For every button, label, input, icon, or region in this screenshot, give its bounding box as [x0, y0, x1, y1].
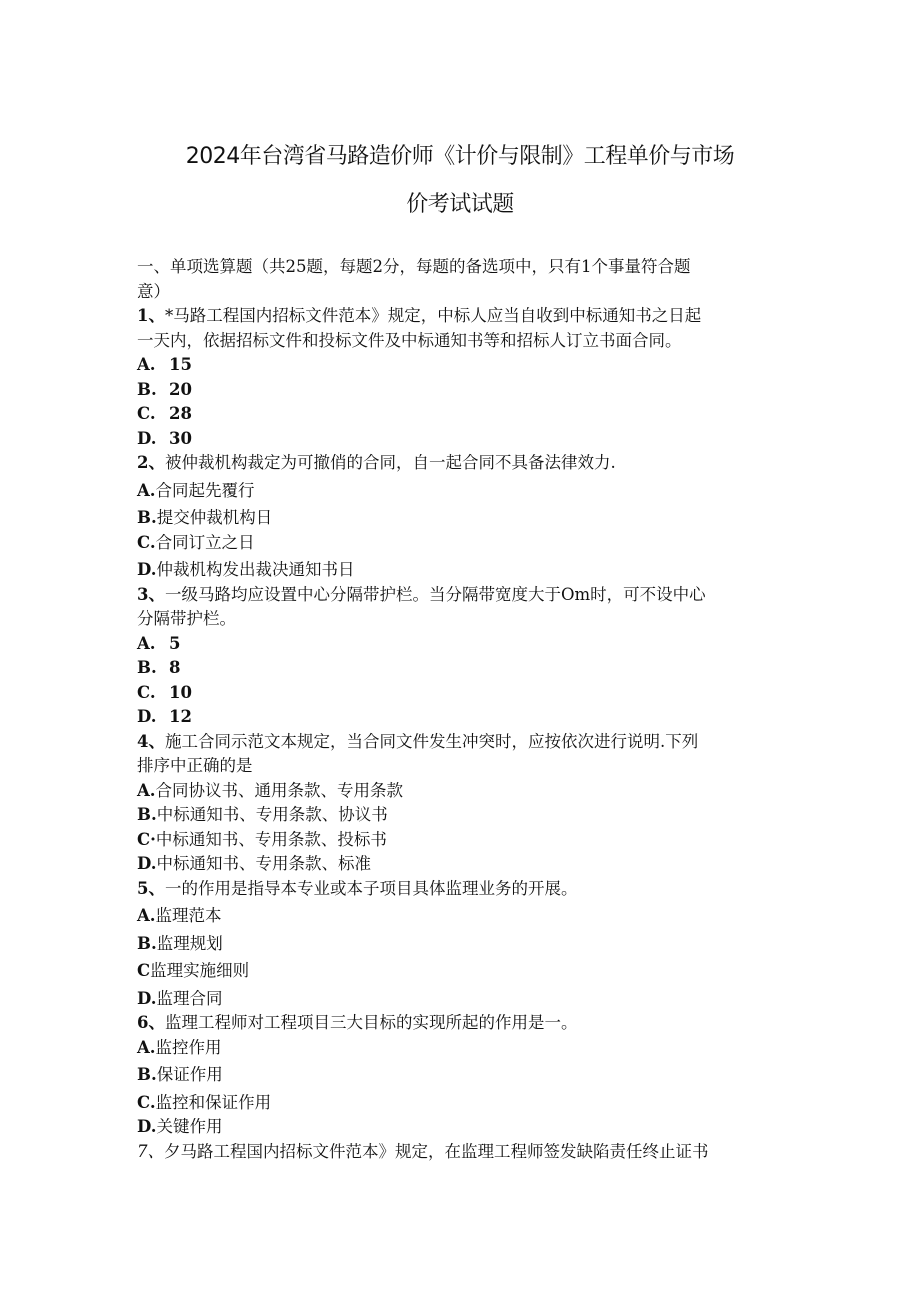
- option-label: A.: [137, 480, 156, 500]
- option-label: D.: [137, 707, 157, 726]
- option-text: 10: [169, 682, 192, 702]
- option-text: 12: [169, 707, 192, 726]
- question-text: 分隔带护栏。: [137, 609, 236, 628]
- option-d: [137, 705, 777, 730]
- option-text: 监理合同: [156, 988, 223, 1008]
- option-d: [137, 1115, 777, 1140]
- question-6: [137, 1011, 777, 1140]
- option-label: D.: [137, 428, 157, 448]
- question-number: 6、: [137, 1013, 165, 1032]
- option-text: 5: [169, 633, 181, 653]
- question-1: [137, 304, 777, 451]
- question-number: 5、: [137, 878, 165, 898]
- option-text: 合同订立之日: [155, 532, 255, 552]
- question-text: *马路工程国内招标文件范本》规定，中标人应当自收到中标通知书之日起: [164, 306, 702, 325]
- option-label: D.: [137, 854, 157, 873]
- option-label: A.: [137, 1037, 156, 1057]
- option-label: D.: [137, 560, 157, 579]
- question-number: 7、: [137, 1141, 164, 1161]
- option-b: [137, 1063, 777, 1088]
- option-a: [137, 1036, 777, 1061]
- option-text: 中标通知书、专用条款、协议书: [156, 805, 388, 824]
- question-5: [137, 877, 777, 1012]
- option-c: [137, 1091, 777, 1116]
- option-label: B.: [137, 379, 157, 399]
- option-text: 30: [169, 428, 192, 448]
- option-a: [137, 353, 777, 378]
- option-text: 监理范本: [155, 906, 222, 925]
- option-label: A.: [137, 780, 156, 800]
- option-b: [137, 803, 777, 828]
- option-text: 中标通知书、专用条款、投标书: [155, 829, 387, 849]
- option-label: B.: [137, 1065, 157, 1084]
- option-c: [137, 828, 777, 853]
- question-2: [137, 451, 777, 583]
- option-label: C: [137, 961, 151, 980]
- option-text: 中标通知书、专用条款、标准: [156, 854, 371, 873]
- section-heading-line-2: 意）: [137, 281, 170, 301]
- option-text: 提交仲裁机构日: [156, 508, 273, 527]
- option-label: A.: [137, 633, 156, 653]
- option-text: 15: [169, 355, 192, 374]
- question-text: 监理工程师对工程项目三大目标的实现所起的作用是一。: [164, 1013, 578, 1032]
- option-d: [137, 852, 777, 877]
- question-text: 夕马路工程国内招标文件范本》规定，在监理工程师签发缺陷责任终止证书: [164, 1141, 709, 1161]
- question-number: 3、: [137, 584, 165, 604]
- option-text: 监理实施细则: [150, 961, 250, 980]
- option-label: C.: [137, 532, 156, 552]
- question-text: 一级马路均应设置中心分隔带护栏。当分隔带宽度大于Om时，可不设中心: [164, 584, 706, 604]
- option-label: D.: [137, 988, 157, 1008]
- option-label: A.: [137, 906, 156, 925]
- option-text: 关键作用: [156, 1117, 223, 1136]
- question-text: 一天内，依据招标文件和投标文件及中标通知书等和招标人订立书面合同。: [137, 330, 682, 350]
- option-d: [137, 987, 777, 1012]
- question-number: 2、: [137, 453, 165, 472]
- option-d: [137, 427, 777, 452]
- option-a: [137, 779, 777, 804]
- question-text: 一的作用是指导本专业或本子项目具体监理业务的开展。: [164, 878, 578, 898]
- option-d: [137, 558, 777, 583]
- option-b: [137, 932, 777, 957]
- question-text: 排序中正确的是: [137, 756, 253, 775]
- option-b: [137, 506, 777, 531]
- option-text: 20: [169, 379, 192, 399]
- option-text: 合同协议书、通用条款、专用条款: [155, 780, 404, 800]
- option-label: C.: [137, 1092, 156, 1112]
- option-text: 仲裁机构发出裁决通知书日: [156, 560, 355, 579]
- question-number: 1、: [137, 306, 165, 325]
- option-label: B.: [137, 658, 157, 677]
- option-text: 监控和保证作用: [155, 1092, 272, 1112]
- question-text: 被仲裁机构裁定为可撤俏的合同，自一起合同不具备法律效力.: [164, 453, 616, 472]
- question-4: [137, 730, 777, 877]
- question-number: 4、: [137, 731, 165, 751]
- option-text: 监控作用: [155, 1037, 222, 1057]
- question-3: [137, 583, 777, 730]
- option-text: 合同起先覆行: [155, 480, 255, 500]
- document-title-line-1: 2024年台湾省马路造价师《计价与限制》工程单价与市场: [185, 144, 735, 169]
- option-c: [137, 402, 777, 427]
- option-b: [137, 378, 777, 403]
- option-text: 保证作用: [156, 1065, 223, 1084]
- option-label: C·: [137, 829, 156, 849]
- option-label: B.: [137, 805, 157, 824]
- question-text: 施工合同示范文本规定，当合同文件发生冲突时，应按依次进行说明.下列: [164, 731, 699, 751]
- option-c: [137, 681, 777, 706]
- option-label: C.: [137, 404, 156, 423]
- option-label: A.: [137, 355, 156, 374]
- option-a: [137, 479, 777, 504]
- option-a: [137, 632, 777, 657]
- section-heading-line-1: 一、单项选算题（共25题，每题2分，每题的备选项中，只有1个事量符合题: [137, 257, 691, 276]
- question-7: [137, 1140, 777, 1165]
- option-c: [137, 531, 777, 556]
- option-label: B.: [137, 933, 157, 953]
- option-label: C.: [137, 682, 156, 702]
- document-body: [137, 255, 777, 1164]
- option-label: D.: [137, 1117, 157, 1136]
- option-a: [137, 904, 777, 929]
- option-text: 8: [169, 658, 181, 677]
- option-label: B.: [137, 508, 157, 527]
- option-c: [137, 959, 777, 984]
- option-text: 监理规划: [156, 933, 223, 953]
- document-title-line-2: 价考试试题: [406, 192, 514, 217]
- option-text: 28: [169, 404, 192, 423]
- option-b: [137, 656, 777, 681]
